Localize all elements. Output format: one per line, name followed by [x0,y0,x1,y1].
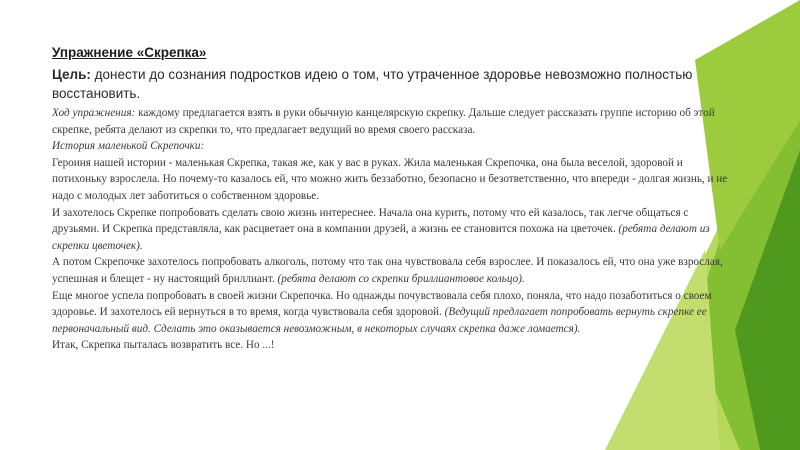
slide-text [52,44,732,354]
story-paragraph-2: И захотелось Скрепке попробовать сделать свою жизнь интереснее. Начала она курить, потому что ей казалось, так легче общаться с друзьями. И Скрепка представляла, как расцветает она в компании друзей, а жизнь ее становится похожа на цветочек. (ребята делают из скрепки цветочек). [52,206,710,252]
story-paragraph-5: Итак, Скрепка пыталась возвратить все. Но ...! [52,339,275,352]
goal-text: донести до сознания подростков идею о том, что утраченное здоровье невозможно полностью восстановить. [52,67,693,101]
story-note-restore: (Ведущий предлагает попробовать вернуть скрепке ее первоначальный вид. Сделать это оказывается невозможным, в некоторых случаях скрепка даже ломается). [52,306,707,335]
story-paragraph-4: Еще многое успела попробовать в своей жизни Скрепочка. Но однажды почувствовала себя плохо, поняла, что надо позаботиться о своем здоровье. И захотелось ей вернуться в то время, когда чувствовала себя здоровой. (Ведущий предлагает попробовать вернуть скрепке ее первоначальный вид. Сделать это оказывается невозможным, в некоторых случаях скрепка даже ломается). [52,289,712,335]
procedure-paragraph [52,105,732,138]
goal-paragraph [52,65,732,103]
story-note-flower: (ребята делают из скрепки цветочек). [52,223,710,252]
procedure-text: каждому предлагается взять в руки обычную канцелярскую скрепку. Дальше следует рассказать группе историю об этой скрепке, ребята делают из скрепки то, что предлагает ведущий во время своего рассказа. [52,107,715,136]
story-paragraph-1: Героиня нашей истории - маленькая Скрепка, такая же, как у вас в руках. Жила маленькая Скрепочка, она была веселой, здоровой и потихоньку взрослела. Но почему-то казалось ей, что можно жить беззаботно, безопасно и безответственно, что впереди - долгая жизнь, и не надо с молодых лет заботиться о собственном здоровье. [52,156,728,202]
procedure-label: Ход упражнения: [52,107,136,119]
story-paragraph-3: А потом Скрепочке захотелось попробовать алкоголь, потому что так она чувствовала себя взрослее. И показалось ей, что она уже взрослая, успешная и блещет - ну настоящий бриллиант. (ребята делают со скрепки бриллиантовое кольцо). [52,256,723,285]
slide-title: Упражнение «Скрепка» [52,45,207,60]
goal-label: Цель: [52,67,91,82]
story-heading: История маленькой Скрепочки: [52,140,205,153]
story-note-ring: (ребята делают со скрепки бриллиантовое кольцо). [274,272,525,285]
